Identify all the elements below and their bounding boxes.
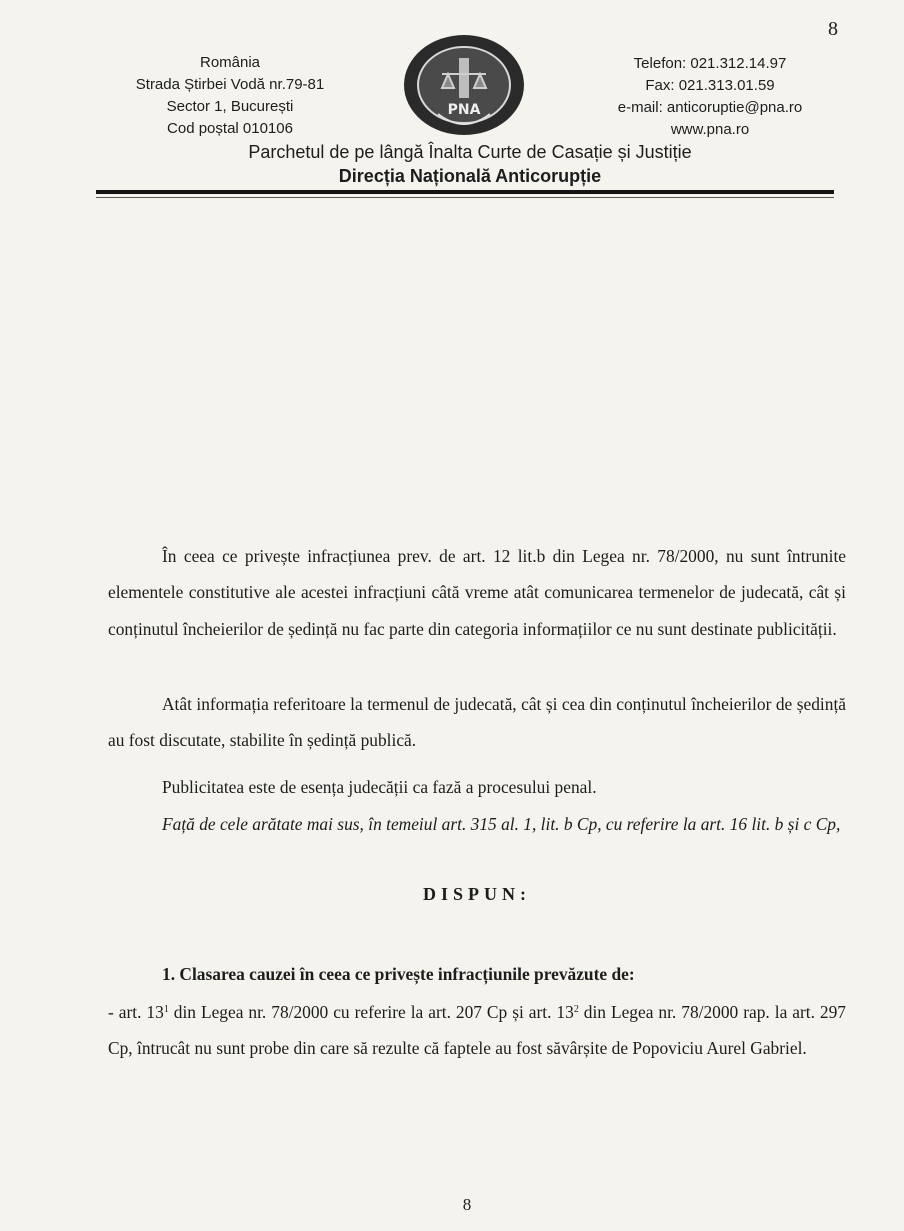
page-number: 8 xyxy=(462,1195,472,1214)
institution-name: Parchetul de pe lângă Înalta Curte de Casație și Justiție xyxy=(248,142,692,162)
dispun-heading: DISPUN: xyxy=(422,884,531,904)
corner-page-mark: 8 xyxy=(828,18,838,40)
superscript: 2 xyxy=(573,1004,579,1015)
item-1-text: - art. $13^1$ din Legea nr. 78/2000 cu referire la art. 207 Cp și art. $13^2$ din Legea nr. 78/2000 rap. la art. 297 Cp, întrucât nu sunt probe din care să rezulte că faptele au fost săvârșite de Popoviciu Aurel Gabriel. xyxy=(108,1002,846,1059)
address-line: Cod poștal 010106 xyxy=(167,120,293,137)
paragraph-3: Publicitatea este de esența judecății ca fază a procesului penal. xyxy=(162,777,597,797)
header-rule xyxy=(96,190,834,194)
address-line: România xyxy=(199,54,261,71)
paragraph-4: Față de cele arătate mai sus, în temeiul art. 315 al. 1, lit. b Cp, cu referire la art. 16 lit. b și c Cp, xyxy=(162,814,841,834)
address-line: Sector 1, București xyxy=(166,98,294,115)
logo-text: PNA xyxy=(447,102,481,118)
superscript: 1 xyxy=(163,1004,169,1015)
address-line: Strada Știrbei Vodă nr.79-81 xyxy=(135,76,325,93)
header-rule-thin xyxy=(96,197,834,198)
item-1-heading: 1. Clasarea cauzei în ceea ce privește infracțiunile prevăzute de: xyxy=(162,964,635,984)
address-block xyxy=(100,52,360,140)
paragraph-1: În ceea ce privește infracțiunea prev. de art. 12 lit.b din Legea nr. 78/2000, nu sunt întrunite elementele constitutive ale acestei infracțiuni câtă vreme atât comunicarea termenelor de judecată, cât și conținutul încheierilor de ședință nu fac parte din categoria informațiilor ce nu sunt destinate publicității. xyxy=(108,546,846,639)
directorate-name: Direcția Națională Anticorupție xyxy=(338,166,602,186)
contact-line: Fax: 021.313.01.59 xyxy=(645,77,775,94)
dna-seal-logo xyxy=(398,30,530,140)
contact-line: Telefon: 021.312.14.97 xyxy=(633,55,787,72)
contact-block xyxy=(575,53,845,141)
contact-line: www.pna.ro xyxy=(670,121,750,138)
paragraph-2: Atât informația referitoare la termenul de judecată, cât și cea din conținutul încheierilor de ședință au fost discutate, stabilite în ședință publică. xyxy=(108,694,846,751)
contact-line: e-mail: anticoruptie@pna.ro xyxy=(617,99,803,116)
